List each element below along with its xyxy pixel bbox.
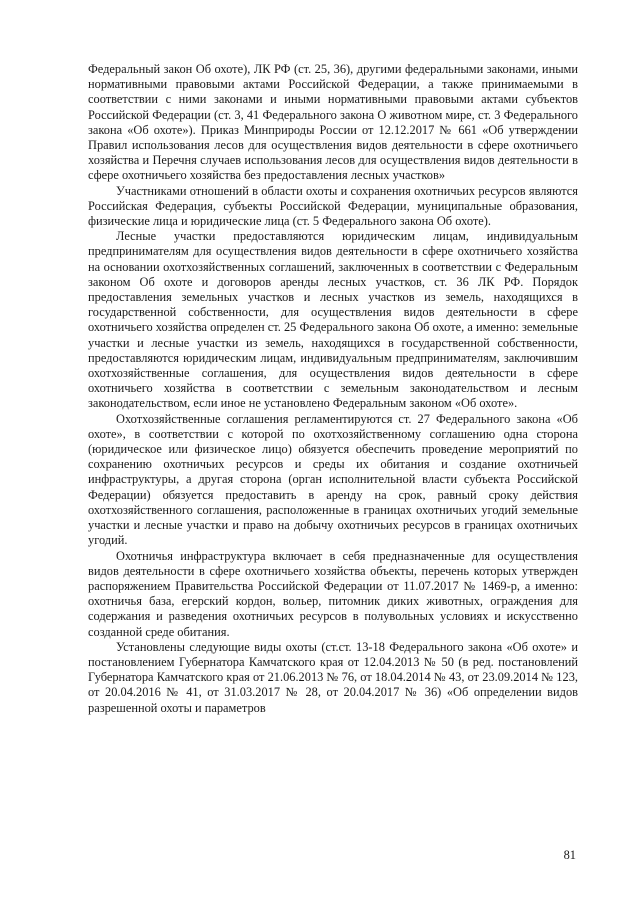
paragraph-forest-plots: Лесные участки предоставляются юридическим лицам, индивидуальным предпринимателям для осуществления видов деятельности в сфере охотничьего хозяйства на основании охотхозяйственных соглашений, заключенных в соответствии с Федеральным законом Об охоте и договоров аренды лесных участков, ст. 36 ЛК РФ. Порядок предоставления земельных участков и лесных участков из земель, находящихся в государственной собственности, для осуществления видов деятельности в сфере охотничьего хозяйства определен ст. 25 Федерального закона Об охоте, а именно: земельные участки и лесные участки из земель, находящихся в государственной собственности, предоставляются юридическим лицам, индивидуальным предпринимателям, заключившим охотхозяйственные соглашения, для осуществления видов деятельности в сфере охотничьего хозяйства в соответствии с земельным законодательством и лесным законодательством, если иное не установлено Федеральным законом «Об охоте». xyxy=(88,229,578,411)
paragraph-hunting-infrastructure: Охотничья инфраструктура включает в себя предназначенные для осуществления видов деятельности в сфере охотничьего хозяйства объекты, перечень которых утвержден распоряжением Правительства Российской Федерации от 11.07.2017 № 1469-р, а именно: охотничья база, егерский кордон, вольер, питомник диких животных, ограждения для содержания и разведения охотничьих ресурсов в полувольных условиях и искусственно созданной среде обитания. xyxy=(88,548,578,639)
paragraph-hunting-agreements: Охотхозяйственные соглашения регламентируются ст. 27 Федерального закона «Об охоте», в соответствии с которой по охотхозяйственному соглашению одна сторона (юридическое или физическое лицо) обязуется обеспечить проведение мероприятий по сохранению охотничьих ресурсов и среды их обитания и создание охотничьей инфраструктуры, а другая сторона (орган исполнительной власти субъекта Российской Федерации) обязуется предоставить в аренду на срок, равный сроку действия охотхозяйственного соглашения, расположенные в границах охотничьих угодий земельные участки и лесные участки и право на добычу охотничьих ресурсов в границах охотничьих угодий. xyxy=(88,411,578,548)
page-number: 81 xyxy=(563,848,576,862)
paragraph-hunting-types: Установлены следующие виды охоты (ст.ст. 13-18 Федерального закона «Об охоте» и постановлением Губернатора Камчатского края от 12.04.2013 № 50 (в ред. постановлений Губернатора Камчатского края от 21.06.2013 № 76, от 18.04.2014 № 43, от 23.09.2014 № 123, от 20.04.2016 № 41, от 31.03.2017 № 28, от 20.04.2017 № 36) «Об определении видов разрешенной охоты и параметров xyxy=(88,639,578,715)
paragraph-continuation: Федеральный закон Об охоте), ЛК РФ (ст. 25, 36), другими федеральными законами, иными нормативными правовыми актами Российской Федерации, а также принимаемыми в соответствии с ними законами и иными нормативными правовыми актами субъектов Российской Федерации (ст. 3, 41 Федерального закона О животном мире, ст. 3 Федерального закона «Об охоте»). Приказ Минприроды России от 12.12.2017 № 661 «Об утверждении Правил использования лесов для осуществления видов деятельности в сфере охотничьего хозяйства и Перечня случаев использования лесов для осуществления видов деятельности в сфере охотничьего хозяйства без предоставления лесных участков» xyxy=(88,62,578,183)
paragraph-participants: Участниками отношений в области охоты и сохранения охотничьих ресурсов являются Российская Федерация, субъекты Российской Федерации, муниципальные образования, физические лица и юридические лица (ст. 5 Федерального закона Об охоте). xyxy=(88,183,578,229)
